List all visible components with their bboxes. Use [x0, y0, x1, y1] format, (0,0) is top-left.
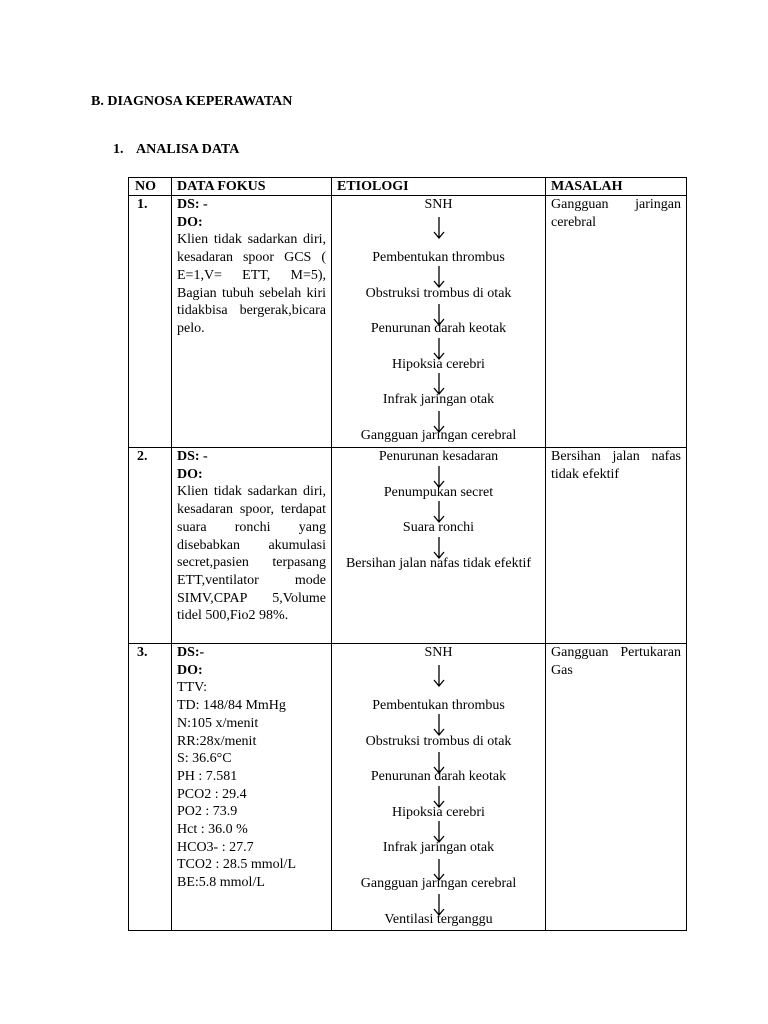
etiologi-step: Pembentukan thrombus — [372, 698, 505, 713]
data-fokus-cell — [172, 196, 332, 448]
list-item: PH : 7.581 — [177, 768, 238, 784]
ds-label: DS: - — [177, 197, 208, 212]
data-fokus-cell — [172, 448, 332, 644]
etiologi-step: Obstruksi trombus di otak — [365, 734, 512, 749]
etiologi-step: SNH — [424, 197, 453, 212]
etiologi-step: Gangguan jaringan cerebral — [360, 428, 517, 443]
section-title: B. DIAGNOSA KEPERAWATAN — [91, 94, 293, 109]
arrow-down-icon — [433, 664, 445, 686]
etiologi-step: Obstruksi trombus di otak — [365, 286, 512, 301]
masalah-cell: Gangguan jaringan cerebral — [546, 196, 687, 448]
do-label: DO: — [177, 214, 203, 230]
etiologi-step: Penurunan darah keotak — [370, 769, 507, 784]
ds-label: DS:- — [177, 645, 205, 660]
table-row — [129, 196, 687, 448]
etiologi-cell — [332, 196, 546, 448]
list-item: S: 36.6°C — [177, 751, 232, 767]
subsection-number: 1. — [113, 142, 124, 157]
arrow-down-icon — [433, 216, 445, 238]
header-data-fokus: DATA FOKUS — [172, 178, 332, 196]
do-label: DO: — [177, 466, 203, 482]
etiologi-step: Penurunan darah keotak — [370, 321, 507, 336]
etiologi-step: Infrak jaringan otak — [382, 392, 495, 407]
vital-signs-list — [177, 679, 326, 891]
etiologi-step: SNH — [424, 645, 453, 660]
header-etiologi: ETIOLOGI — [332, 178, 546, 196]
header-masalah: MASALAH — [546, 178, 687, 196]
etiologi-step: Suara ronchi — [402, 520, 475, 535]
data-fokus-text: Klien tidak sadarkan diri, kesadaran spoor, terdapat suara ronchi yang disebabkan akumulasi secret,pasien terpasang ETT,ventilator mode SIMV,CPAP 5,Volume tidel 500,Fio2 98%. — [177, 484, 326, 624]
do-label: DO: — [177, 662, 203, 678]
masalah-cell: Bersihan jalan nafas tidak efektif — [546, 448, 687, 644]
etiologi-cell — [332, 644, 546, 931]
table-row — [129, 448, 687, 644]
list-item: N:105 x/menit — [177, 715, 259, 731]
etiologi-step: Pembentukan thrombus — [372, 250, 505, 265]
etiologi-step: Ventilasi terganggu — [384, 912, 493, 927]
data-fokus-text: Klien tidak sadarkan diri, kesadaran spoor GCS ( E=1,V= ETT, M=5), Bagian tubuh sebelah kiri tidakbisa bergerak,bicara pelo. — [177, 232, 326, 336]
row-number: 1. — [129, 196, 172, 448]
arrow-down-icon — [433, 265, 445, 287]
row-number: 3. — [129, 644, 172, 931]
etiologi-step: Penurunan kesadaran — [378, 449, 499, 464]
list-item: PCO2 : 29.4 — [177, 786, 247, 802]
analisa-data-table — [128, 177, 687, 931]
list-item: HCO3- : 27.7 — [177, 839, 254, 855]
list-item: RR:28x/menit — [177, 733, 257, 749]
etiologi-step: Bersihan jalan nafas tidak efektif — [345, 556, 532, 571]
etiologi-step: Hipoksia cerebri — [392, 805, 485, 820]
subsection-label: ANALISA DATA — [136, 142, 240, 157]
etiologi-step: Penumpukan secret — [383, 485, 494, 500]
etiologi-step: Infrak jaringan otak — [382, 840, 495, 855]
arrow-down-icon — [433, 713, 445, 735]
list-item: TCO2 : 28.5 mmol/L — [177, 857, 296, 873]
masalah-cell: Gangguan Pertukaran Gas — [546, 644, 687, 931]
etiologi-step: Gangguan jaringan cerebral — [360, 876, 517, 891]
data-fokus-cell — [172, 644, 332, 931]
list-item: TTV: — [177, 680, 208, 696]
table-row — [129, 644, 687, 931]
ds-label: DS: - — [177, 449, 208, 464]
etiologi-cell — [332, 448, 546, 644]
table-header-row — [129, 178, 687, 196]
list-item: PO2 : 73.9 — [177, 804, 238, 820]
list-item: BE:5.8 mmol/L — [177, 875, 265, 891]
list-item: TD: 148/84 MmHg — [177, 698, 286, 714]
subsection-title — [113, 142, 239, 158]
header-no: NO — [129, 178, 172, 196]
row-number: 2. — [129, 448, 172, 644]
etiologi-step: Hipoksia cerebri — [392, 357, 485, 372]
list-item: Hct : 36.0 % — [177, 822, 248, 838]
